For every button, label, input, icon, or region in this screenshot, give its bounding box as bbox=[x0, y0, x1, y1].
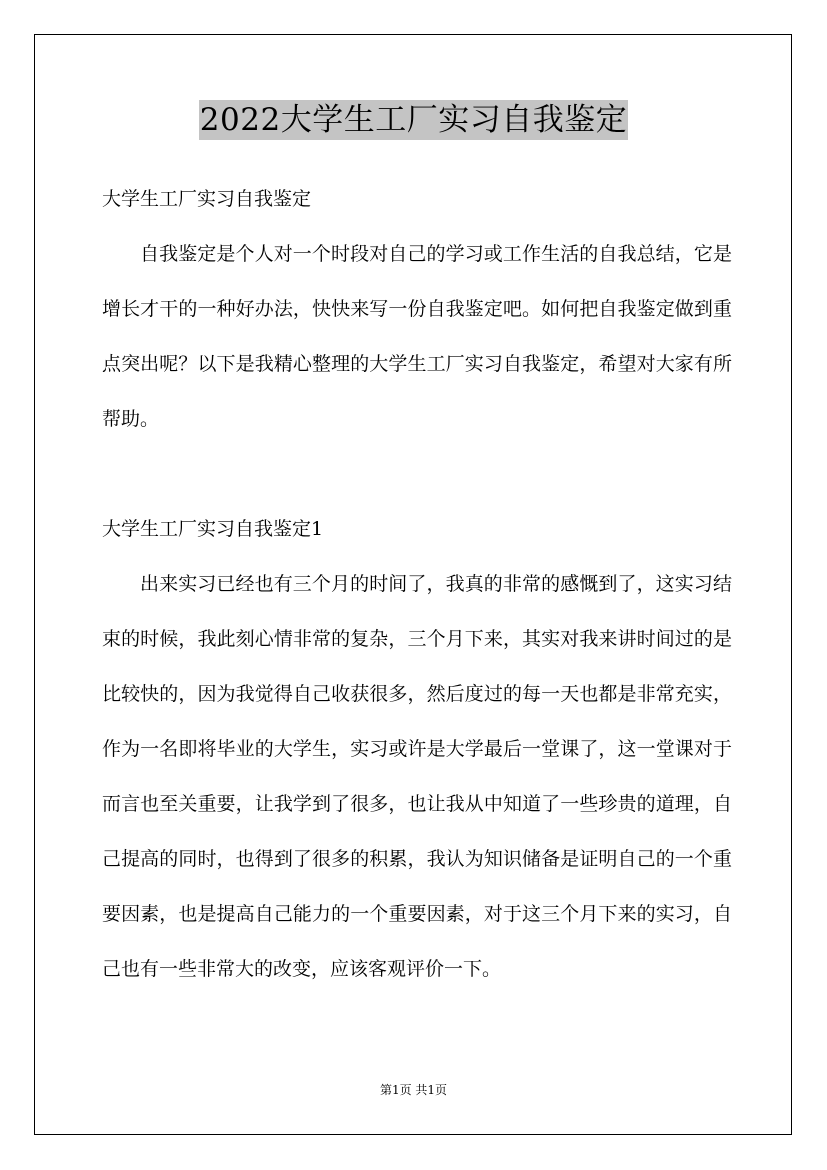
document-body bbox=[102, 172, 732, 997]
intro-heading: 大学生工厂实习自我鉴定 bbox=[102, 188, 312, 210]
section-paragraph-1: 出来实习已经也有三个月的时间了，我真的非常的感慨到了，这实习结束的时候，我此刻心情非常的复杂，三个月下来，其实对我来讲时间过的是比较快的，因为我觉得自己收获很多，然后度过的每一天也都是非常充实，作为一名即将毕业的大学生，实习或许是大学最后一堂课了，这一堂课对于而言也至关重要，让我学到了很多，也让我从中知道了一些珍贵的道理，自己提高的同时，也得到了很多的积累，我认为知识储备是证明自己的一个重要因素，也是提高自己能力的一个重要因素，对于这三个月下来的实习，自己也有一些非常大的改变，应该客观评价一下。 bbox=[102, 573, 732, 980]
document-title: 2022大学生工厂实习自我鉴定 bbox=[199, 102, 628, 138]
paragraph-spacer bbox=[102, 447, 732, 502]
section-heading-1: 大学生工厂实习自我鉴定1 bbox=[102, 518, 324, 540]
intro-paragraph: 自我鉴定是个人对一个时段对自己的学习或工作生活的自我总结，它是增长才干的一种好办法，快快来写一份自我鉴定吧。如何把自我鉴定做到重点突出呢？以下是我精心整理的大学生工厂实习自我鉴定，希望对大家有所帮助。 bbox=[102, 243, 732, 430]
title-container bbox=[0, 100, 827, 140]
page-footer: 第1页 共1页 bbox=[379, 1083, 448, 1097]
